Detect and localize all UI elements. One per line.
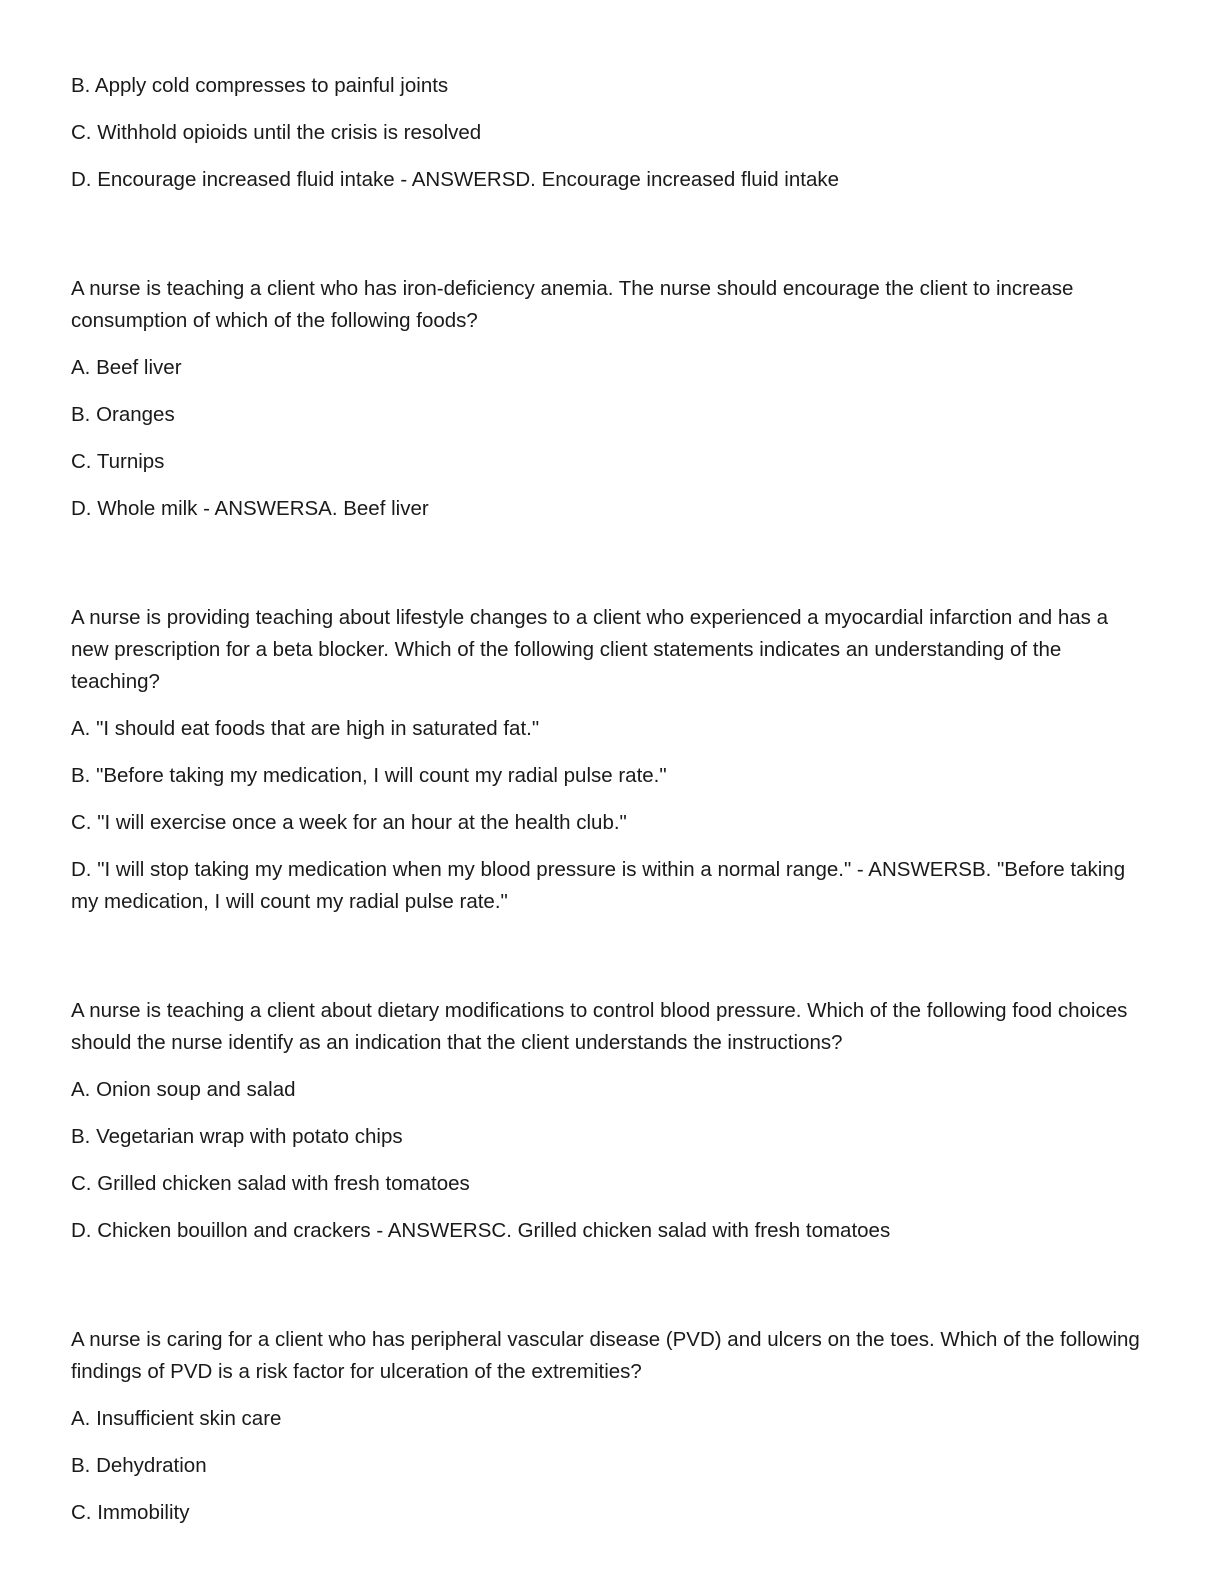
answer-option-with-answer: D. Chicken bouillon and crackers - ANSWERSC. Grilled chicken salad with fresh tomatoes bbox=[71, 1219, 891, 1242]
answer-option: C. Turnips bbox=[71, 450, 165, 473]
answer-option: B. Oranges bbox=[71, 403, 175, 426]
answer-option: A. Onion soup and salad bbox=[71, 1078, 296, 1101]
answer-option: A. Insufficient skin care bbox=[71, 1407, 282, 1430]
block-separator bbox=[71, 1262, 1146, 1324]
answer-option: B. Dehydration bbox=[71, 1454, 207, 1477]
question-block bbox=[71, 602, 1146, 918]
answer-option: A. Beef liver bbox=[71, 356, 182, 379]
block-separator bbox=[71, 211, 1146, 273]
question-block bbox=[71, 273, 1146, 525]
answer-option: B. Vegetarian wrap with potato chips bbox=[71, 1125, 403, 1148]
answer-option: B. "Before taking my medication, I will count my radial pulse rate." bbox=[71, 764, 667, 787]
question-block bbox=[71, 70, 1146, 196]
answer-option-with-answer: D. "I will stop taking my medication when my blood pressure is within a normal range." - ANSWERSB. "Before taking my medication, I will count my radial pulse rate." bbox=[71, 858, 1126, 913]
question-text: A nurse is caring for a client who has peripheral vascular disease (PVD) and ulcers on the toes. Which of the following findings of PVD is a risk factor for ulceration of the extremities? bbox=[71, 1328, 1140, 1383]
block-separator bbox=[71, 933, 1146, 995]
answer-option: C. Immobility bbox=[71, 1501, 190, 1524]
answer-option: B. Apply cold compresses to painful joints bbox=[71, 74, 449, 97]
question-block bbox=[71, 1324, 1146, 1529]
question-text: A nurse is teaching a client about dietary modifications to control blood pressure. Which of the following food choices should the nurse identify as an indication that the client understands the instructions? bbox=[71, 999, 1128, 1054]
document-page bbox=[71, 70, 1146, 1544]
answer-option: C. Withhold opioids until the crisis is resolved bbox=[71, 121, 482, 144]
block-separator bbox=[71, 540, 1146, 602]
answer-option: C. "I will exercise once a week for an hour at the health club." bbox=[71, 811, 627, 834]
question-text: A nurse is providing teaching about lifestyle changes to a client who experienced a myocardial infarction and has a new prescription for a beta blocker. Which of the following client statements indicates an understanding of the teaching? bbox=[71, 606, 1109, 693]
answer-option-with-answer: D. Whole milk - ANSWERSA. Beef liver bbox=[71, 497, 429, 520]
answer-option: C. Grilled chicken salad with fresh tomatoes bbox=[71, 1172, 470, 1195]
question-text: A nurse is teaching a client who has iron-deficiency anemia. The nurse should encourage the client to increase consumption of which of the following foods? bbox=[71, 277, 1074, 332]
answer-option: A. "I should eat foods that are high in saturated fat." bbox=[71, 717, 540, 740]
answer-option-with-answer: D. Encourage increased fluid intake - ANSWERSD. Encourage increased fluid intake bbox=[71, 168, 840, 191]
question-block bbox=[71, 995, 1146, 1247]
